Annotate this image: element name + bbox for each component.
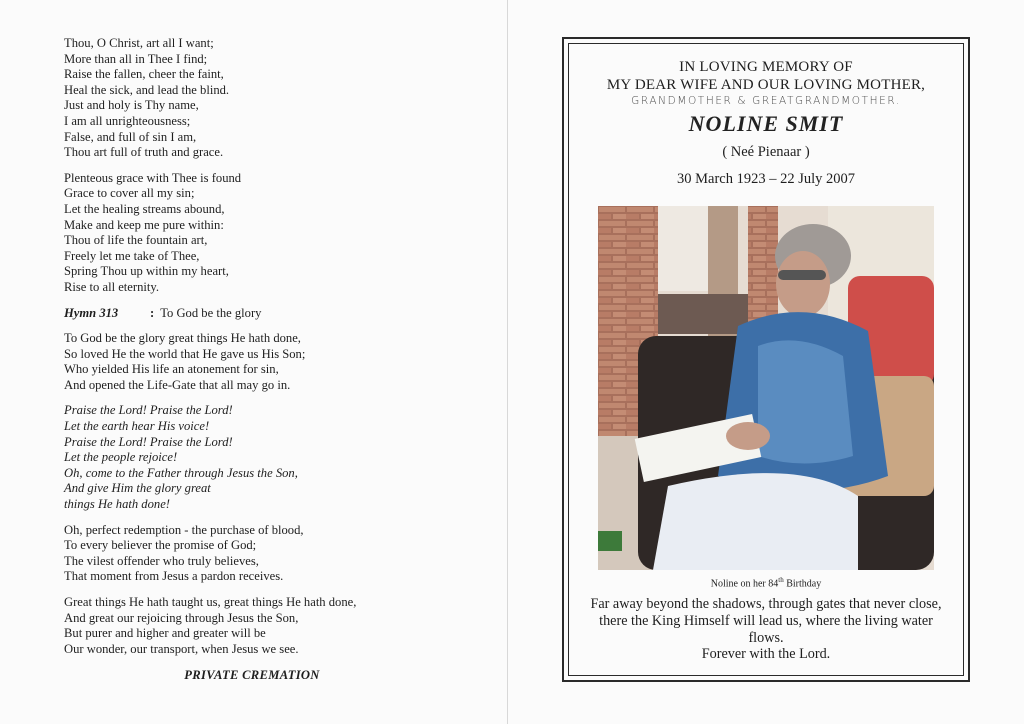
verse-line: Grace to cover all my sin;	[64, 186, 195, 201]
verse-line: False, and full of sin I am,	[64, 129, 197, 144]
verse-line: And opened the Life-Gate that all may go in.	[64, 377, 291, 392]
verse-line: Rise to all eternity.	[64, 279, 160, 294]
verse-line: So loved He the world that He gave us His Son;	[64, 346, 306, 361]
portrait-illustration	[598, 206, 934, 570]
stanza-4	[64, 523, 494, 585]
maiden-name: ( Neé Pienaar )	[722, 144, 810, 160]
hymn-number: Hymn 313	[64, 305, 119, 320]
stanza-3	[64, 331, 494, 393]
verse-line: Who yielded His life an atonement for sin,	[64, 362, 279, 377]
caption-superscript: th	[778, 576, 784, 584]
private-cremation-note: PRIVATE CREMATION	[184, 668, 320, 682]
chorus-line: Let the people rejoice!	[64, 450, 178, 465]
chorus-line: Praise the Lord! Praise the Lord!	[64, 434, 233, 449]
verse-line: More than all in Thee I find;	[64, 51, 208, 66]
verse-line: But purer and higher and greater will be	[64, 626, 266, 641]
closing-line: Forever with the Lord.	[701, 646, 831, 663]
closing-verse	[580, 596, 952, 663]
closing-line: Far away beyond the shadows, through gates that never close,	[590, 596, 942, 612]
verse-line: Raise the fallen, cheer the faint,	[64, 67, 224, 82]
stanza-5	[64, 595, 494, 657]
caption-text-end: Birthday	[783, 578, 822, 590]
verse-line: I am all unrighteousness;	[64, 113, 191, 128]
life-dates: 30 March 1923 – 22 July 2007	[676, 171, 855, 187]
verse-line: Plenteous grace with Thee is found	[64, 170, 242, 185]
verse-line: Spring Thou up within my heart,	[64, 264, 229, 279]
chorus-line: Oh, come to the Father through Jesus the Son,	[64, 465, 298, 480]
verse-line: Heal the sick, and lead the blind.	[64, 82, 230, 97]
page-fold	[507, 0, 508, 724]
chorus-line: things He hath done!	[64, 497, 170, 512]
chorus-line: Let the earth hear His voice!	[64, 419, 210, 434]
hymn-colon: :	[150, 305, 155, 320]
verse-line: Oh, perfect redemption - the purchase of blood,	[64, 522, 304, 537]
verse-line: Thou, O Christ, art all I want;	[64, 36, 214, 50]
left-page	[64, 36, 494, 667]
caption-text: Noline on her 84	[710, 578, 779, 590]
memory-line-1: IN LOVING MEMORY OF	[679, 59, 853, 75]
verse-line: Freely let me take of Thee,	[64, 248, 200, 263]
verse-line: Let the healing streams abound,	[64, 201, 225, 216]
verse-line: Thou art full of truth and grace.	[64, 145, 224, 160]
closing-line: flows.	[748, 629, 784, 646]
verse-line: Our wonder, our transport, when Jesus we see.	[64, 641, 299, 656]
stanza-1	[64, 36, 494, 161]
verse-line: Make and keep me pure within:	[64, 217, 224, 232]
verse-line: To God be the glory great things He hath done,	[64, 331, 301, 346]
hymn-heading	[64, 306, 494, 322]
deceased-name: NOLINE SMIT	[688, 111, 844, 136]
memorial-header	[570, 58, 962, 188]
handwritten-annotation: GRANDMOTHER & GREATGRANDMOTHER.	[631, 95, 901, 107]
verse-line: And great our rejoicing through Jesus the Son,	[64, 610, 299, 625]
chorus-line: Praise the Lord! Praise the Lord!	[64, 403, 233, 418]
stanza-2	[64, 171, 494, 296]
hymn-title: To God be the glory	[160, 305, 262, 320]
verse-line: Great things He hath taught us, great things He hath done,	[64, 595, 357, 609]
photo-caption	[570, 576, 962, 589]
closing-line: there the King Himself will lead us, where the living water	[599, 612, 933, 629]
verse-line: To every believer the promise of God;	[64, 538, 257, 553]
chorus-line: And give Him the glory great	[64, 481, 211, 496]
portrait-photo	[598, 206, 934, 570]
verse-line: Just and holy is Thy name,	[64, 98, 199, 113]
memory-line-2: MY DEAR WIFE AND OUR LOVING MOTHER,	[606, 77, 926, 93]
verse-line: The vilest offender who truly believes,	[64, 553, 259, 568]
chorus	[64, 403, 494, 512]
verse-line: That moment from Jesus a pardon receives.	[64, 569, 284, 584]
verse-line: Thou of life the fountain art,	[64, 233, 208, 248]
